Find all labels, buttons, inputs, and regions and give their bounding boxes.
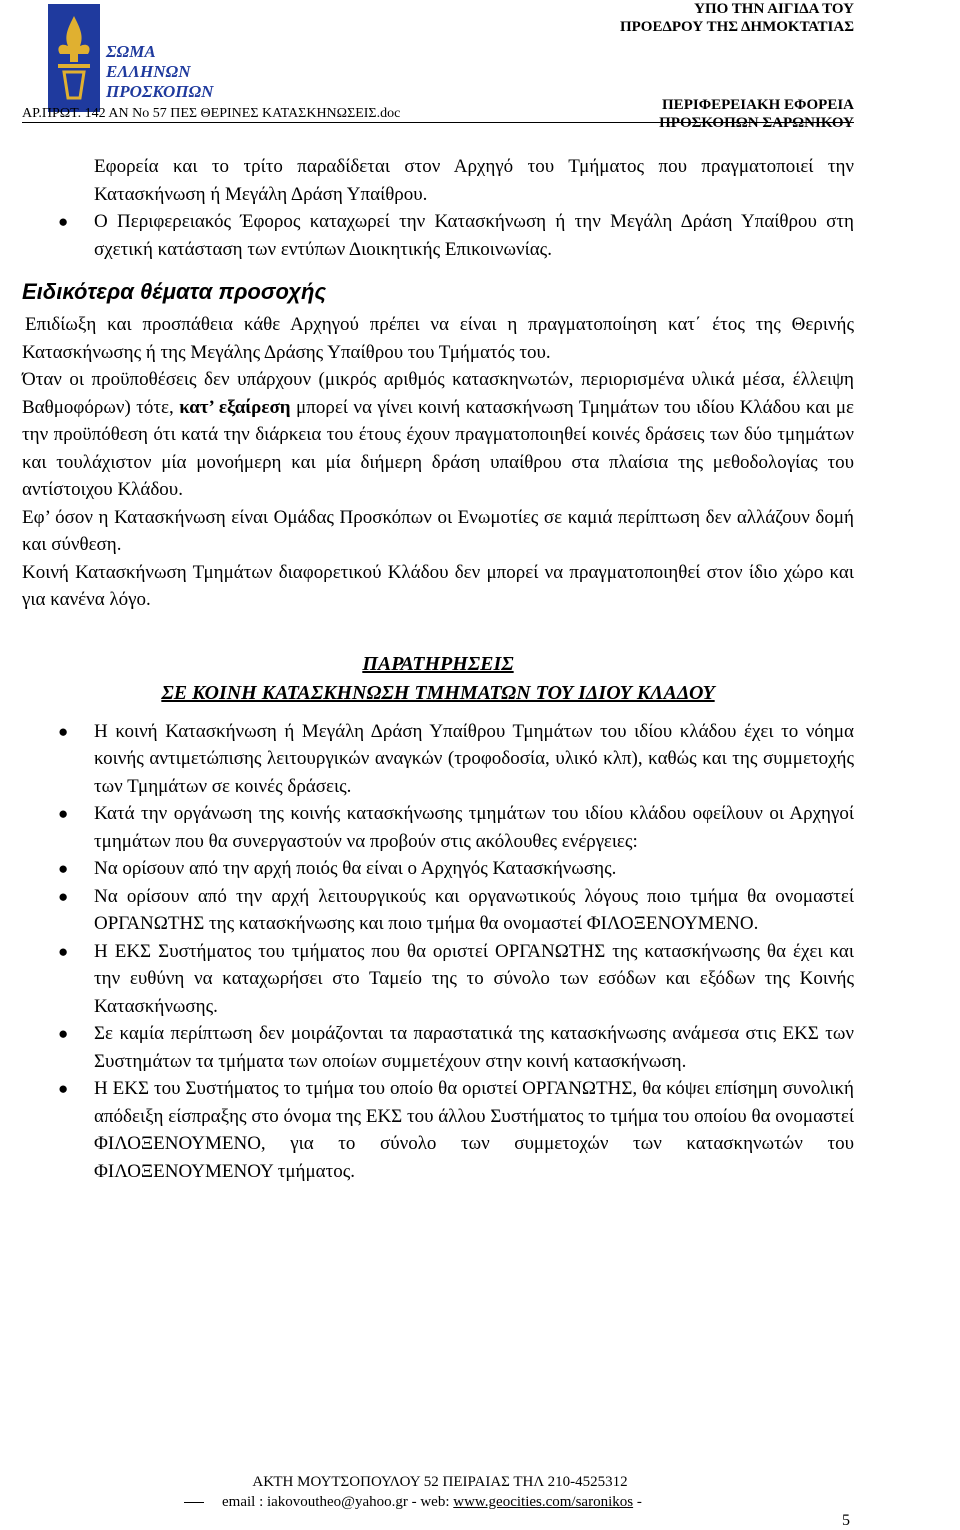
footer-web-suffix: - [633,1494,642,1510]
notes-title-block [22,650,854,708]
list-item [22,855,854,883]
header-line-4: ΠΡΟΣΚΟΠΩΝ ΣΑΡΩΝΙΚΟΥ [659,115,854,131]
paragraph [22,366,854,504]
list-item [22,718,854,801]
header-patronage [620,0,854,36]
footer-email: email : iakovoutheo@yahoo.gr - web: [222,1494,454,1510]
list-item-text: Η ΕΚΣ του Συστήματος το τμήμα του οποίο θα οριστεί ΟΡΓΑΝΩΤΗΣ, θα κόψει επίσημη συνολική απόδειξη είσπραξης στο όνομα της ΕΚΣ του άλλου Συστήματος το τμήμα του οποίου θα ονομαστεί ΦΙΛΟΞΕΝΟΥΜΕΝΟ, για το σύνολο των συμμετοχών των κατασκηνωτών του ΦΙΛΟΞΕΝΟΥΜΕΝΟΥ τμήματος. [94,1078,854,1182]
document-reference: ΑΡ.ΠΡΩΤ. 142 ΑΝ Νο 57 ΠΕΣ ΘΕΡΙΝΕΣ ΚΑΤΑΣΚΗΝΩΣΕΙΣ.doc [22,106,854,123]
paragraph: Επιδίωξη και προσπάθεια κάθε Αρχηγού πρέπει να είναι η πραγματοποίηση κατ΄ έτος της Θερινής Κατασκήνωσης ή της Μεγάλης Δράσης Υπαίθρου του Τμήματός του. [22,314,854,363]
list-item-text: Η ΕΚΣ Συστήματος του τμήματος που θα οριστεί ΟΡΓΑΝΩΤΗΣ της κατασκήνωσης θα έχει και την ευθύνη να καταχωρήσει στο Ταμείο της το σύνολο των εσόδων και εξόδων της Κοινής Κατασκήνωσης. [94,940,854,1017]
list-item [22,800,854,855]
list-item-text: Να ορίσουν από την αρχή λειτουργικούς και οργανωτικούς λόγους ποιο τμήμα θα ονομαστεί ΟΡΓΑΝΩΤΗΣ της κατασκήνωσης και ποιο τμήμα θα ονομαστεί ΦΙΛΟΞΕΝΟΥΜΕΝΟ. [94,885,854,934]
list-item [22,938,854,1021]
list-item-text: Η κοινή Κατασκήνωση ή Μεγάλη Δράση Υπαίθρου Τμημάτων του ιδίου κλάδου έχει το νόημα κοινής αντιμετώπισης λειτουργικών αναγκών (τροφοδοσία, υλικό κλπ), καθώς και της συμμετοχής των Τμημάτων σε κοινές δράσεις. [94,720,854,797]
footer-contact [184,1494,642,1511]
list-item-text: Σε καμία περίπτωση δεν μοιράζονται τα παραστατικά της κατασκήνωσης ανάμεσα στις ΕΚΣ των Συστημάτων τα τμήματα των οποίων συμμετέχουν στην κοινή κατασκήνωση. [94,1023,854,1072]
paragraph-text: μπορεί να γίνει κοινή κατασκήνωση Τμημάτων του ιδίου Κλάδου και με την προϋπόθεση ότι κατά την διάρκεια του έτους έχουν πραγματοποιηθεί κοινές δράσεις των δύο τμημάτων και τουλάχιστον μία μονοήμερη και μία διήμερη δράση υπαίθρου στα πλαίσια της μεθοδολογίας του αντίστοιχου Κλάδου. [22,396,854,500]
list-item [22,1020,854,1075]
emphasis-text: κατ’ εξαίρεση [179,396,291,418]
paragraph: Εφ’ όσον η Κατασκήνωση είναι Ομάδας Προσκόπων οι Ενωμοτίες σε καμιά περίπτωση δεν αλλάζουν δομή και σύνθεση. [22,506,854,555]
footer-web-link[interactable]: www.geocities.com/saronikos [453,1494,634,1510]
header-line-2: ΠΡΟΕΔΡΟΥ ΤΗΣ ΔΗΜΟΚΤΑΤΙΑΣ [619,19,854,35]
page-header [0,0,960,131]
notes-list [22,718,854,1186]
bullet-icon: ● [58,941,69,961]
header-line-1: ΥΠΟ ΤΗΝ ΑΙΓΙΔΑ ΤΟΥ [694,1,854,17]
list-item-text: Κατά την οργάνωση της κοινής κατασκήνωσης τμημάτων του ιδίου κλάδου οφείλουν οι Αρχηγοί τμημάτων που θα συνεργαστούν να προβούν στις ακόλουθες ενέργειες: [94,803,854,852]
logo-text: ΣΩΜΑ ΕΛΛΗΝΩΝ ΠΡΟΣΚΟΠΩΝ [106,42,214,101]
footer-address: ΑΚΤΗ ΜΟΥΤΣΟΠΟΥΛΟΥ 52 ΠΕΙΡΑΙΑΣ ΤΗΛ 210-4525312 [252,1474,628,1490]
fleur-de-lis-icon [46,2,102,114]
scouts-logo [46,2,214,120]
list-item-text: Ο Περιφερειακός Έφορος καταχωρεί την Κατασκήνωση ή την Μεγάλη Δράση Υπαίθρου στη σχετική κατάσταση των εντύπων Διοικητικής Επικοινωνίας. [94,211,854,260]
document-body [22,153,854,1185]
header-line-3: ΠΕΡΙΦΕΡΕΙΑΚΗ ΕΦΟΡΕΙΑ [662,97,854,113]
list-item-text: Να ορίσουν από την αρχή ποιός θα είναι ο Αρχηγός Κατασκήνωσης. [94,858,617,879]
list-item [22,1075,854,1185]
page-footer [0,1470,960,1528]
bullet-icon: ● [58,886,69,906]
bullet-icon: ● [58,804,69,823]
bullet-icon: ● [58,859,69,878]
bullet-icon: ● [58,212,69,231]
footer-rule [184,1502,204,1503]
list-item [22,208,854,263]
list-item [22,883,854,938]
section-heading: Ειδικότερα θέματα προσοχής [22,279,327,304]
bullet-icon: ● [58,721,69,741]
paragraph: Κοινή Κατασκήνωση Τμημάτων διαφορετικού Κλάδου δεν μπορεί να πραγματοποιηθεί στον ίδιο χώρο και για κανένα λόγο. [22,561,854,610]
page-number: 5 [842,1512,850,1529]
bullet-icon: ● [58,1024,69,1043]
paragraph-text: Όταν οι προϋποθέσεις δεν υπάρχουν (μικρός αριθμός κατασκηνωτών, περιορισμένα υλικά μέσα, έλλειψη Βαθμοφόρων) τότε, [22,369,854,418]
bullet-icon: ● [58,1079,69,1098]
notes-subtitle: ΣΕ ΚΟΙΝΗ ΚΑΤΑΣΚΗΝΩΣΗ ΤΜΗΜΑΤΩΝ ΤΟΥ ΙΔΙΟΥ ΚΛΑΔΟΥ [161,681,715,704]
continuation-paragraph: Εφορεία και το τρίτο παραδίδεται στον Αρχηγό του Τμήματος που πραγματοποιεί την Κατασκήνωση ή Μεγάλη Δράση Υπαίθρου. [94,156,854,205]
notes-title: ΠΑΡΑΤΗΡΗΣΕΙΣ [362,652,514,675]
